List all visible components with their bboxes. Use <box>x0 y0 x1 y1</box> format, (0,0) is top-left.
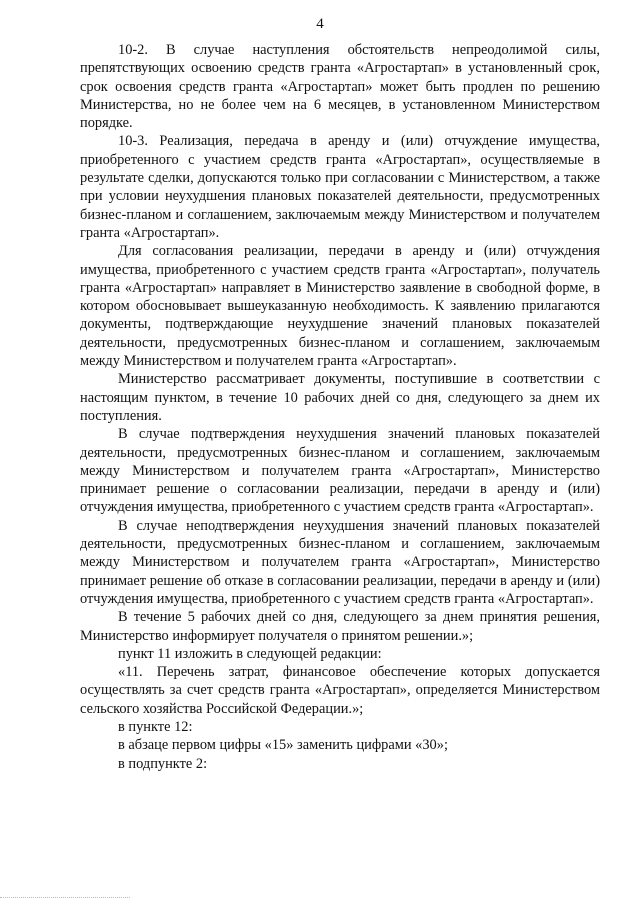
paragraph-approval-request: Для согласования реализации, передачи в аренду и (или) отчуждения имущества, приобретенного с участием средств гранта «Агростартап», получатель гранта «Агростартап» направляет в Министерство заявление в свободной форме, в котором обосновывает вышеуказанную необходимость. К заявлению прилагаются документы, подтверждающие неухудшение значений плановых показателей деятельности, предусмотренных бизнес-планом и соглашением, заключаемым между Министерством и получателем гранта «Агростартап». <box>80 243 600 370</box>
paragraph-approval-decision: В случае подтверждения неухудшения значений плановых показателей деятельности, предусмотренных бизнес-планом и соглашением, заключаемым между Министерством и получателем гранта «Агростартап», Министерство принимает решение о согласовании реализации, передачи в аренду и (или) отчуждения имущества, приобретенного с участием средств гранта «Агростартап». <box>80 426 600 516</box>
paragraph-item-11-intro: пункт 11 изложить в следующей редакции: <box>118 645 382 662</box>
paragraph-10-3: 10-3. Реализация, передача в аренду и (или) отчуждение имущества, приобретенного с участием средств гранта «Агростартап», осуществляемые в результате сделки, допускаются только при согласовании с Министерством, а также при условии неухудшения плановых показателей деятельности, предусмотренных бизнес-планом и соглашением, заключаемым между Министерством и получателем гранта «Агростартап». <box>80 133 600 241</box>
paragraph-item-12-change: в абзаце первом цифры «15» заменить цифрами «30»; <box>118 737 448 754</box>
paragraph-review-period: Министерство рассматривает документы, поступившие в соответствии с настоящим пунктом, в течение 10 рабочих дней со дня, следующего за днем их поступления. <box>80 371 600 424</box>
scan-edge-mark <box>0 897 130 898</box>
paragraph-refusal-decision: В случае неподтверждения неухудшения значений плановых показателей деятельности, предусмотренных бизнес-планом и соглашением, заключаемым между Министерством и получателем гранта «Агростартап», Министерство принимает решение об отказе в согласовании реализации, передачи в аренду и (или) отчуждения имущества, приобретенного с участием средств гранта «Агростартап». <box>80 517 600 607</box>
paragraph-item-11: «11. Перечень затрат, финансовое обеспечение которых допускается осуществлять за счет средств гранта «Агростартап», определяется Министерством сельского хозяйства Российской Федерации.»; <box>80 664 600 717</box>
page-number: 4 <box>316 16 324 32</box>
paragraph-10-2: 10-2. В случае наступления обстоятельств непреодолимой силы, препятствующих освоению средств гранта «Агростартап» в установленный срок, срок освоения средств гранта «Агростартап» может быть продлен по решению Министерства, но не более чем на 6 месяцев, в установленном Министерством порядке. <box>80 42 600 132</box>
paragraph-subitem-2: в подпункте 2: <box>118 755 208 772</box>
paragraph-notification: В течение 5 рабочих дней со дня, следующего за днем принятия решения, Министерство информирует получателя о принятом решении.»; <box>80 609 600 644</box>
paragraph-item-12-intro: в пункте 12: <box>118 718 193 735</box>
document-body <box>80 41 600 773</box>
